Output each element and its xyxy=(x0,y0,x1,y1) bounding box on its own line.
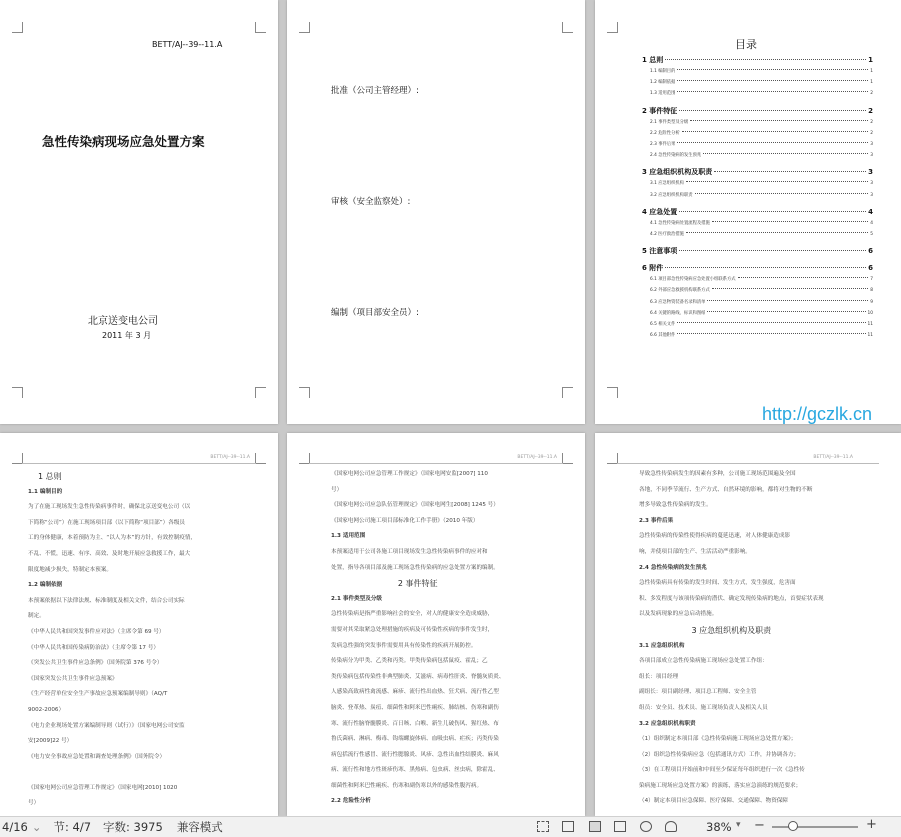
toc-entry[interactable] xyxy=(650,332,873,338)
subsection-heading: 2.4 急性传染病的发生预兆 xyxy=(639,564,707,571)
toc-entry[interactable] xyxy=(650,220,873,226)
corner-mark xyxy=(562,453,573,464)
subsection-heading: 1.1 编制目的 xyxy=(28,488,63,495)
running-header: BETT/AJ--39--11.A xyxy=(813,455,853,460)
toc-entry-text: 2 事件特征 xyxy=(642,106,678,115)
toc-leader-dots xyxy=(679,211,866,212)
toc-leader-dots xyxy=(712,221,869,222)
toc-entry-page: 6 xyxy=(868,247,873,256)
body-line: 《国家突发公共卫生事件应急预案》 xyxy=(28,675,118,682)
header-rule xyxy=(22,463,256,464)
toc-entry-text: 6 附件 xyxy=(642,264,664,273)
page-4[interactable] xyxy=(0,433,278,816)
toc-entry[interactable] xyxy=(642,207,873,217)
body-line: 急性传染病具有传染的发生时间、发生方式，发生强度，危害面 xyxy=(639,580,796,587)
body-line: 脑炎、登革热、炭疽、细菌性和阿米巴性痢疾、肺结核、伤寒和副伤 xyxy=(331,704,499,711)
page-menu-chevron-icon[interactable]: ⌄ xyxy=(31,820,42,834)
body-line: 号） xyxy=(331,486,343,493)
toc-entry-text: 6.3 应急物资装备名录和清单 xyxy=(650,299,706,305)
toc-leader-dots xyxy=(677,69,868,70)
toc-entry-text: 3.2 应急组织机构职责 xyxy=(650,192,693,198)
body-line: 9002-2006） xyxy=(28,706,65,713)
body-line: 《中华人民共和国突发事件应对法》（主席令第 69 号） xyxy=(28,628,165,635)
corner-mark xyxy=(299,387,310,398)
zoom-dropdown-icon[interactable]: ▾ xyxy=(736,820,741,830)
company-name: 北京送变电公司 xyxy=(88,316,158,327)
fullscreen-icon[interactable] xyxy=(537,821,549,832)
toc-entry-page: 9 xyxy=(870,299,873,305)
toc-leader-dots xyxy=(714,171,866,172)
section-heading: 2 事件特征 xyxy=(397,579,438,589)
toc-title: 目录 xyxy=(735,38,757,51)
zoom-slider-handle[interactable] xyxy=(788,821,798,831)
header-rule xyxy=(617,463,879,464)
toc-leader-dots xyxy=(707,311,865,312)
body-line: 《电力企业现场处置方案编制导则（试行）》（国家电网公司安监 xyxy=(28,722,185,729)
toc-entry[interactable] xyxy=(650,90,873,96)
subsection-heading: 1.2 编制依据 xyxy=(28,582,63,589)
read-mode-icon[interactable] xyxy=(562,821,574,832)
body-line: 安[2009]22 号） xyxy=(28,738,73,745)
body-line: 导致急性传染病发生的因素有多种，公司施工现场范围遍及全国 xyxy=(639,471,796,477)
page-6-body xyxy=(639,467,824,810)
toc-entry-text: 6.4 关键的路线、标识和图纸 xyxy=(650,310,706,316)
page-approval[interactable] xyxy=(287,0,585,424)
body-line: 染病施工现场应急处置方案》的演练，落实应急演练的规范要求； xyxy=(639,782,802,789)
toc-entry[interactable] xyxy=(650,68,873,74)
outline-view-icon[interactable] xyxy=(614,821,626,832)
toc-entry[interactable] xyxy=(642,55,873,65)
toc-entry-text: 3.1 应急组织机构 xyxy=(650,181,684,187)
body-line: 限度地减少损失，特制定本预案。 xyxy=(28,566,112,573)
compat-mode: 兼容模式 xyxy=(176,820,223,834)
body-line: 细菌性和阿米巴性痢疾、伤寒和副伤寒以外的感染性腹泻病。 xyxy=(331,782,483,789)
toc-entry[interactable] xyxy=(642,246,873,256)
body-line: 《生产经营单位安全生产事故应急预案编制导则》（AQ/T xyxy=(28,691,168,698)
toc-entry-page: 3 xyxy=(870,192,873,198)
toc-entry-text: 2.3 事件后果 xyxy=(650,142,676,147)
toc-entry[interactable] xyxy=(650,141,873,147)
toc-entry-page: 1 xyxy=(870,69,873,74)
toc-entry-page: 11 xyxy=(867,333,873,339)
toc-entry-page: 3 xyxy=(870,181,873,187)
body-line: 处置，指导各项目部及施工现场急性传染病的应急处置方案的编制。 xyxy=(331,564,499,571)
body-line: （4）制定本项目应急保障、医疗保障、交通保障、物资保障 xyxy=(639,798,788,805)
approval-line: 批准（公司主管经理）: xyxy=(331,86,419,96)
body-line: 本预案适用于公司各施工项目现场发生急性传染病事件的应对和 xyxy=(331,548,488,555)
subsection-heading: 2.1 事件类型及分级 xyxy=(331,595,383,602)
section-heading: 3 应急组织机构及职责 xyxy=(691,625,772,635)
toc-leader-dots xyxy=(703,153,868,154)
subsection-heading: 3.1 应急组织机构 xyxy=(639,642,685,649)
body-line: 病、流行性和地方性斑疹伤寒、黑热病、包虫病、丝虫病，除霍乱、 xyxy=(331,767,499,774)
body-line: 《国家电网公司应急管理工作规定》（国家电网安监[2007] 110 xyxy=(331,471,488,477)
running-header: BETT/AJ--39--11.A xyxy=(517,455,557,460)
toc-entry-text: 2.2 危险性分析 xyxy=(650,130,680,136)
toc-entry-text: 4.1 急性传染病处置流程及措施 xyxy=(650,220,710,226)
toc-entry-page: 1 xyxy=(870,80,873,86)
page-view-icon[interactable] xyxy=(589,821,601,832)
subsection-heading: 2.3 事件后果 xyxy=(639,517,674,524)
body-line: 号） xyxy=(28,800,40,807)
corner-mark xyxy=(562,22,573,33)
header-rule xyxy=(309,463,563,464)
subsection-heading: 3.2 应急组织机构职责 xyxy=(639,720,696,727)
corner-mark xyxy=(255,387,266,398)
toc-leader-dots xyxy=(677,333,865,334)
toc-entry-text: 1.3 适用范围 xyxy=(650,91,676,97)
corner-mark xyxy=(12,387,23,398)
toc-entry-page: 4 xyxy=(868,207,873,216)
toc-entry[interactable] xyxy=(650,130,873,136)
watermark-url: http://gczlk.cn xyxy=(762,404,873,424)
toc-entry-page: 3 xyxy=(868,168,873,177)
toc-leader-dots xyxy=(679,110,866,111)
toc-entry-page: 8 xyxy=(870,288,873,294)
toc-leader-dots xyxy=(712,288,869,289)
toc-entry[interactable] xyxy=(650,79,873,85)
toc-entry-page: 2 xyxy=(868,106,873,115)
body-line: 《国家电网公司施工项目部标准化工作手册》（2010 年版） xyxy=(331,517,479,524)
body-line: 制定。 xyxy=(28,613,45,620)
body-line: 副组长：项目副经理、项目总工程师、安全主管 xyxy=(639,689,757,696)
corner-mark xyxy=(562,387,573,398)
compile-line: 编制（项目部安全员）: xyxy=(331,308,419,318)
toc-entry[interactable] xyxy=(642,263,873,273)
toc-entry-page: 6 xyxy=(868,264,873,273)
toc-entry-text: 6.2 外部应急救援机构联系方式 xyxy=(650,288,710,294)
section-indicator[interactable]: 节: 4/7 xyxy=(53,820,92,834)
body-line: 各项目部成立急性传染病施工现场应急处置工作组： xyxy=(639,658,768,665)
eye-protect-icon[interactable] xyxy=(665,821,677,832)
toc-entry-text: 3 应急组织机构及职责 xyxy=(642,168,713,177)
toc-entry-text: 6.6 其他附件 xyxy=(650,333,676,339)
toc-entry[interactable] xyxy=(650,192,873,198)
body-line: 不乱、不慌，迅速、有序、高效、及时地开展应急救援工作，最大 xyxy=(28,550,191,557)
toc-leader-dots xyxy=(677,91,868,92)
toc-entry-page: 3 xyxy=(870,142,873,147)
toc-entry-page: 10 xyxy=(867,310,873,316)
toc-entry-page: 11 xyxy=(867,322,873,327)
toc-entry-text: 1.1 编制目的 xyxy=(650,69,676,74)
body-line: 需要对其采取紧急处理措施的疾病及可传染性疾病的事件发生时， xyxy=(331,626,494,633)
toc-entry-page: 5 xyxy=(870,232,873,237)
zoom-out-button[interactable]: − xyxy=(754,818,765,833)
toc-leader-dots xyxy=(679,250,866,251)
page-5-body xyxy=(331,467,504,810)
toc-entry-page: 2 xyxy=(870,91,873,97)
body-line: （2）组织急性传染病应急（包括通讯方式）工作，并协调各方； xyxy=(639,751,800,758)
toc-leader-dots xyxy=(695,193,869,194)
body-line: 急性传染病的传染性使得疾病的蔓延迅速，对人体健康造成影 xyxy=(639,533,791,540)
body-line: （1）组织制定本项目部《急性传染病施工现场应急处置方案》； xyxy=(639,736,797,743)
toc-entry[interactable] xyxy=(642,106,873,116)
body-line: 以及发病现象的应急启动措施。 xyxy=(639,611,718,618)
body-line: 人感染高致病性禽流感、麻疹、流行性出血热、狂犬病、流行性乙型 xyxy=(331,689,499,696)
toc-entry-page: 2 xyxy=(870,130,873,136)
section-heading: 1 总则 xyxy=(38,472,62,481)
body-line: 类传染病包括传染性非典型肺炎、艾滋病、病毒性肝炎、脊髓灰质炎、 xyxy=(331,673,505,680)
toc-entry-text: 1 总则 xyxy=(642,56,664,64)
running-header: BETT/AJ--39--11.A xyxy=(210,455,250,460)
toc-entry[interactable] xyxy=(650,119,873,125)
toc-entry-page: 1 xyxy=(868,56,873,64)
corner-mark xyxy=(255,22,266,33)
toc-entry[interactable] xyxy=(650,231,873,237)
page-cover[interactable] xyxy=(0,0,278,424)
review-line: 审核（安全监察处）: xyxy=(331,197,411,207)
body-line: 寒、流行性脑脊髓膜炎、百日咳、白喉、新生儿破伤风、猩红热、布 xyxy=(331,720,499,727)
document-title: 急性传染病现场应急处置方案 xyxy=(42,134,205,149)
zoom-level[interactable]: 38% xyxy=(706,820,732,834)
toc-leader-dots xyxy=(665,267,866,268)
body-line: 《中华人民共和国传染病防治法》（主席令第 17 号） xyxy=(28,644,159,651)
body-line: 鲁氏菌病、淋病、梅毒、钩端螺旋体病、血吸虫病、疟疾；丙类传染 xyxy=(331,736,499,743)
page-5[interactable] xyxy=(287,433,585,816)
toc-leader-dots xyxy=(707,300,868,301)
body-line: 本预案依据以下法律法规、标准制度及相关文件，结合公司实际 xyxy=(28,597,185,604)
body-line: 传染病分为甲类、乙类和丙类。甲类传染病包括鼠疫、霍乱；乙 xyxy=(331,658,488,665)
document-code: BETT/AJ--39--11.A xyxy=(152,40,223,49)
toc-entry-text: 5 注意事项 xyxy=(642,247,678,256)
toc-leader-dots xyxy=(677,142,868,143)
corner-mark xyxy=(607,22,618,33)
toc-leader-dots xyxy=(665,59,866,60)
corner-mark xyxy=(607,387,618,398)
body-line: 工的身体健康，本着预防为主、“以人为本”的方针，有效控制疫情， xyxy=(28,535,197,542)
page-6[interactable] xyxy=(595,433,901,816)
body-line: 病包括流行性感冒、流行性腮腺炎、风疹、急性出血性结膜炎、麻风 xyxy=(331,751,499,758)
toc-entry-page: 2 xyxy=(870,119,873,125)
toc-leader-dots xyxy=(677,322,865,323)
toc-entry-text: 1.2 编制依据 xyxy=(650,80,676,86)
page-4-body xyxy=(28,485,196,812)
toc-entry[interactable] xyxy=(642,167,873,177)
body-line: 各地，不同季节流行、生产方式、自然环境的影响，都将对生物的不断 xyxy=(639,486,813,493)
zoom-slider[interactable] xyxy=(772,826,858,828)
status-bar xyxy=(0,816,901,837)
body-line: 下简称“公司”）在施工现场项目部（以下简称“项目部”）各级员 xyxy=(28,519,186,526)
body-line: 组员：安全员、技术员、施工现场负责人及相关人员 xyxy=(639,704,768,711)
toc-leader-dots xyxy=(690,120,868,121)
toc-entry[interactable] xyxy=(650,299,873,305)
toc-entry-text: 6.1 项目部急性传染病应急处置小组联系方式 xyxy=(650,277,736,283)
toc-entry[interactable] xyxy=(650,321,873,327)
toc-leader-dots xyxy=(738,277,869,278)
toc-leader-dots xyxy=(686,181,868,182)
body-line: 为了在施工现场发生急性传染病事件时，确保北京送变电公司（以 xyxy=(28,504,191,511)
body-line: 《突发公共卫生事件应急条例》（国务院第 376 号令） xyxy=(28,660,163,667)
body-line: 急性传染病是指严重影响社会的安全，对人的健康安全造成威胁， xyxy=(331,611,494,618)
toc-entry[interactable] xyxy=(650,152,873,158)
body-line: （3）在工程项目开始前和中间至少保证每年组织进行一次《急性传 xyxy=(639,767,805,774)
zoom-in-button[interactable]: + xyxy=(866,817,877,832)
page-indicator[interactable]: 4/16 xyxy=(2,820,28,834)
body-line: 响，并使项目部的生产、生活活动严重影响。 xyxy=(639,548,751,555)
toc-leader-dots xyxy=(686,232,868,233)
toc-entry[interactable] xyxy=(650,287,873,293)
body-line: 积、多发程度与该项传染病的潜伏、确定发现传染病的地点，首要症状表现 xyxy=(639,595,824,602)
toc-entry-text: 4.2 医疗救治措施 xyxy=(650,232,684,237)
body-line: 《国家电网公司应急管理工作规定》（国家电网[2010] 1020 xyxy=(28,784,178,791)
page-toc[interactable] xyxy=(595,0,901,424)
toc-entry-text: 4 应急处置 xyxy=(642,207,678,216)
body-line: 《国家电网公司应急队伍管理规定》（国家电网生[2008] 1245 号） xyxy=(331,502,499,509)
toc-entry-page: 3 xyxy=(870,153,873,159)
toc-leader-dots xyxy=(682,131,869,132)
word-count[interactable]: 字数: 3975 xyxy=(103,820,163,834)
body-line: 发病急性强的突发事件需要用具有传染性的疾病开展防控。 xyxy=(331,642,477,649)
corner-mark xyxy=(255,453,266,464)
corner-mark xyxy=(299,22,310,33)
toc-entry-text: 2.4 急性传染病的发生预兆 xyxy=(650,153,702,159)
toc-entry-text: 6.5 相关文件 xyxy=(650,322,676,327)
subsection-heading: 1.3 适用范围 xyxy=(331,533,366,540)
body-line xyxy=(28,765,196,781)
body-line: 《电力安全事故应急处置和调查处理条例》（国务院令） xyxy=(28,753,166,760)
subsection-heading: 2.2 危险性分析 xyxy=(331,798,371,805)
corner-mark xyxy=(12,22,23,33)
body-line: 组长：项目经理 xyxy=(639,673,679,680)
issue-date: 2011 年 3 月 xyxy=(102,331,152,340)
toc-leader-dots xyxy=(677,80,868,81)
toc-entry-page: 4 xyxy=(870,220,873,226)
body-line: 增多导致急性传染病的发生。 xyxy=(639,502,712,509)
toc-entry[interactable] xyxy=(650,180,873,186)
toc-entry-page: 7 xyxy=(870,277,873,283)
toc-entry[interactable] xyxy=(650,310,873,316)
toc-entry[interactable] xyxy=(650,276,873,282)
web-view-icon[interactable] xyxy=(640,821,652,832)
toc-entry-text: 2.1 事件类型及分级 xyxy=(650,119,689,125)
